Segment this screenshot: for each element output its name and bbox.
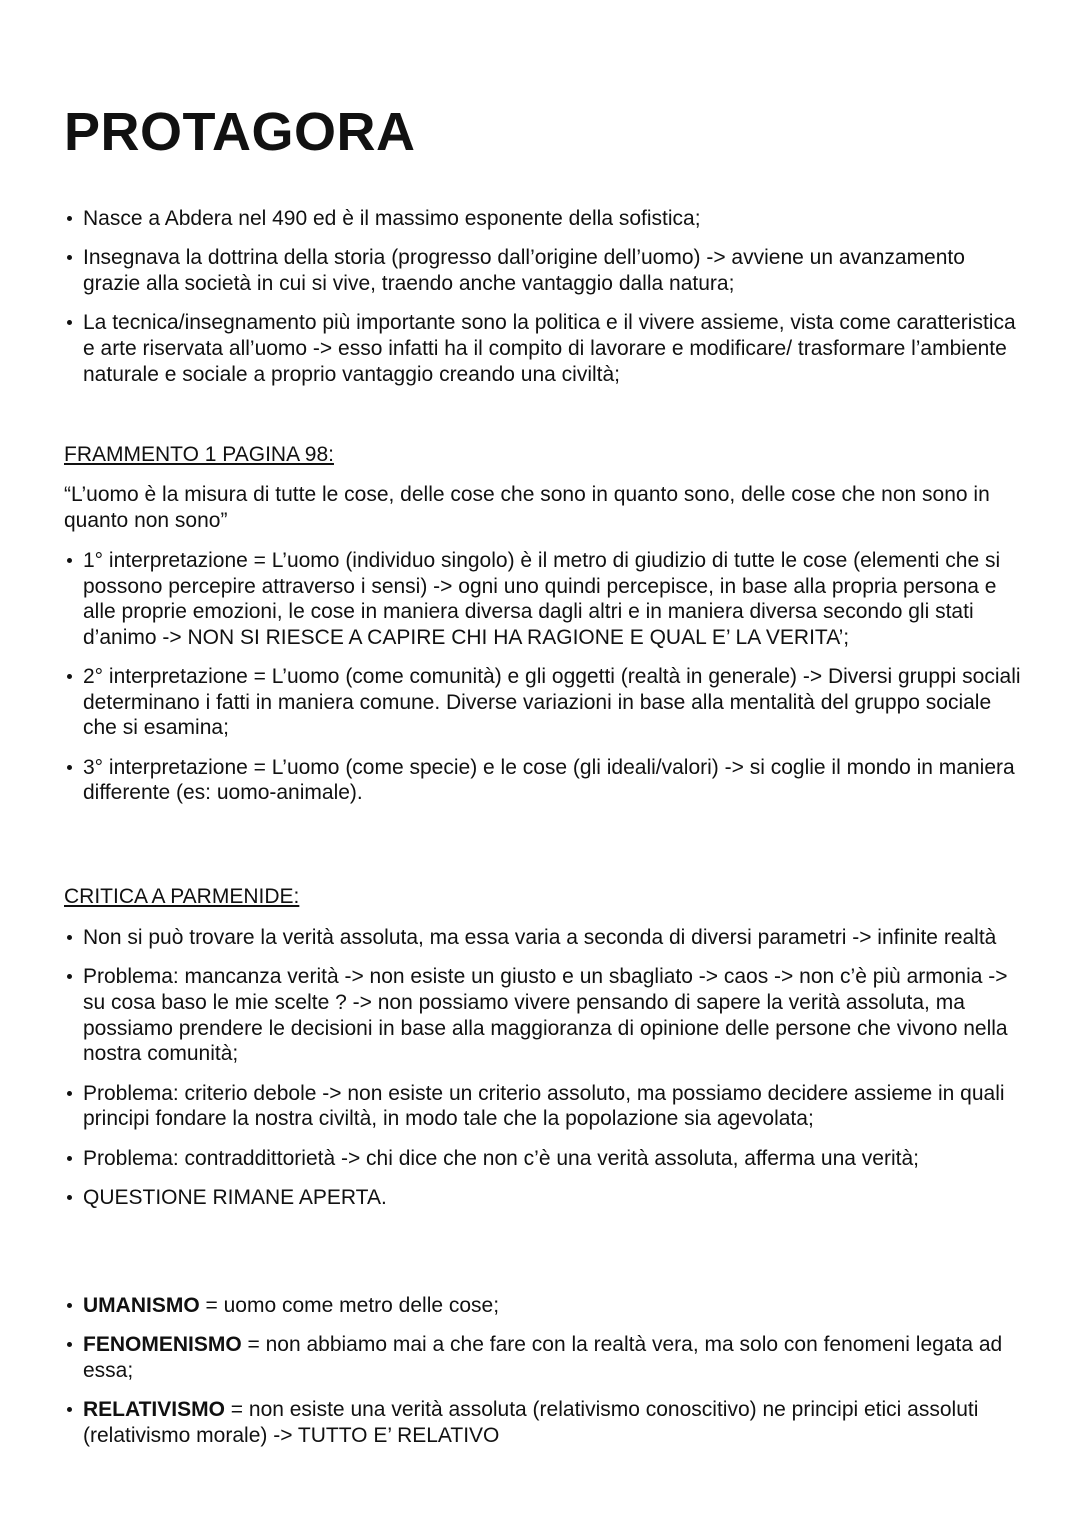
- definition-text: = non esiste una verità assoluta (relativismo conoscitivo) ne principi etici assoluti (relativismo morale) -> TUTTO E’ RELATIVO: [83, 1398, 979, 1447]
- definition-term: RELATIVISMO: [83, 1398, 225, 1422]
- page-title: PROTAGORA: [64, 102, 416, 162]
- list-item: 2° interpretazione = L’uomo (come comunità) e gli oggetti (realtà in generale) -> Diversi gruppi sociali determinano i fatti in maniera comune. Diverse variazioni in base alla mentalità del gruppo sociale che si esamina;: [64, 664, 1024, 741]
- list-item: Nasce a Abdera nel 490 ed è il massimo esponente della sofistica;: [64, 206, 1024, 232]
- list-item: Non si può trovare la verità assoluta, ma essa varia a seconda di diversi parametri -> infinite realtà: [64, 925, 1024, 951]
- fragment-heading: FRAMMENTO 1 PAGINA 98:: [64, 443, 334, 466]
- list-item: Problema: mancanza verità -> non esiste un giusto e un sbagliato -> caos -> non c’è più armonia -> su cosa baso le mie scelte ? -> non possiamo vivere pensando di sapere la verità assoluta, ma possiamo prendere le decisioni in base alla maggioranza di opinione delle persone che vivono nella nostra comunità;: [64, 964, 1024, 1066]
- intro-list: [64, 206, 1024, 387]
- definitions-list: [64, 1293, 1024, 1449]
- critique-heading: CRITICA A PARMENIDE:: [64, 885, 300, 908]
- interpretations-list: [64, 548, 1024, 806]
- definition-term: UMANISMO: [83, 1294, 200, 1317]
- list-item: 1° interpretazione = L’uomo (individuo singolo) è il metro di giudizio di tutte le cose (elementi che si possono percepire attraverso i sensi) -> ogni uno quindi percepisce, in base alla propria persona e alle proprie emozioni, le cose in maniera diversa dagli altri e in maniera diversa secondo gli stati d’animo -> NON SI RIESCE A CAPIRE CHI HA RAGIONE E QUAL E’ LA VERITA’;: [64, 548, 1024, 650]
- definition-item-relativismo: [64, 1397, 1024, 1448]
- list-item: Problema: contraddittorietà -> chi dice che non c’è una verità assoluta, afferma una verità;: [64, 1146, 1024, 1172]
- list-item: 3° interpretazione = L’uomo (come specie) e le cose (gli ideali/valori) -> si coglie il mondo in maniera differente (es: uomo-animale).: [64, 755, 1024, 806]
- definition-text: = uomo come metro delle cose;: [199, 1294, 500, 1317]
- definition-item-fenomenismo: [64, 1332, 1024, 1383]
- fragment-quote: “L’uomo è la misura di tutte le cose, delle cose che sono in quanto sono, delle cose che non sono in quanto non sono”: [64, 483, 990, 532]
- list-item: Problema: criterio debole -> non esiste un criterio assoluto, ma possiamo decidere assieme in quali principi fondare la nostra civiltà, in modo tale che la popolazione sia agevolata;: [64, 1081, 1024, 1132]
- definition-term: FENOMENISMO: [83, 1333, 242, 1357]
- critique-list: [64, 925, 1024, 1211]
- definition-item-umanismo: [64, 1293, 1024, 1319]
- list-item: QUESTIONE RIMANE APERTA.: [64, 1185, 1024, 1211]
- definition-text: = non abbiamo mai a che fare con la realtà vera, ma solo con fenomeni legata ad essa;: [83, 1333, 1003, 1382]
- list-item: Insegnava la dottrina della storia (progresso dall’origine dell’uomo) -> avviene un avanzamento grazie alla società in cui si vive, traendo anche vantaggio dalla natura;: [64, 245, 1024, 296]
- list-item: La tecnica/insegnamento più importante sono la politica e il vivere assieme, vista come caratteristica e arte riservata all’uomo -> esso infatti ha il compito di lavorare e modificare/ trasformare l’ambiente naturale e sociale a proprio vantaggio creando una civiltà;: [64, 310, 1024, 387]
